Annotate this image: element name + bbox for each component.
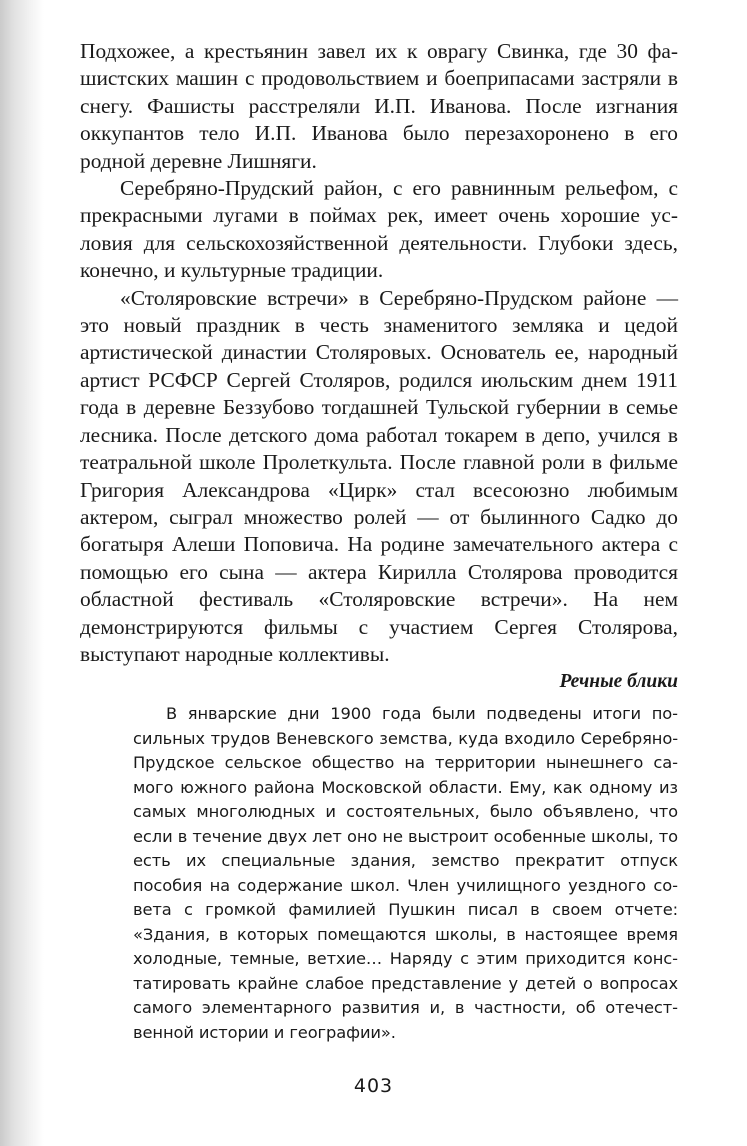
scan-edge-shadow: [0, 0, 44, 1146]
section-paragraph: В январские дни 1900 года были подведены итоги посильных трудов Веневского земства, куда входило Серебряно-Прудское сельское общество на территории нынешнего самого южного района Московской области. Ему, как одному из самых многолюдных и состоятельных, было объявлено, что если в течение двух лет оно не выстроит особенные школы, то есть их специальные здания, земство прекратит отпуск пособия на содержание школ. Член училищного уездного совета с громкой фамилией Пушкин писал в своем отчете: «Здания, в которых помещаются школы, в настоящее время холодные, темные, ветхие… Наряду с этим приходится констатировать крайне слабое представление у детей о вопросах самого элементарного развития и, в частности, об отечественной истории и географии».: [133, 704, 678, 1042]
section-text-block: [133, 702, 678, 1045]
paragraph-3: «Столяровские встречи» в Серебряно-Прудском районе — это новый праздник в честь знаменитого земляка и цедой артистической династии Столяровых. Основатель ее, народный артист РСФСР Сергей Столяров, родился июльским днем 1911 года в деревне Беззубово тогдашней Тульской губернии в семье лесника. После детского дома работал токарем в депо, учился в театральной школе Пролеткульта. После главной роли в фильме Григория Александрова «Цирк» стал всесоюзно любимым актером, сыграл множество ролей — от былинного Садко до богатыря Алеши Поповича. На родине замечательного актера с помощью его сына — актера Кирилла Столярова проводится областной фестиваль «Столяровские встречи». На нем демонстрируются фильмы с участием Сергея Столярова, выступают народные коллективы.: [80, 285, 678, 666]
paragraph-1: Подхожее, а крестьянин завел их к оврагу Свинка, где 30 фашистских машин с продовольствием и боеприпасами застряли в снегу. Фашисты расстреляли И.П. Иванова. После изгнания оккупантов тело И.П. Иванова было перезахоронено в его родной деревне Лишняги.: [80, 39, 678, 173]
section-title: Речные блики: [559, 671, 678, 692]
paragraph-2: Серебряно-Прудский район, с его равнинным рельефом, с прекрасными лугами в поймах рек, имеет очень хорошие условия для сельскохозяйственной деятельности. Глубоки здесь, конечно, и культурные традиции.: [80, 176, 678, 283]
main-text: [80, 38, 678, 668]
page-number: 403: [353, 1075, 394, 1097]
